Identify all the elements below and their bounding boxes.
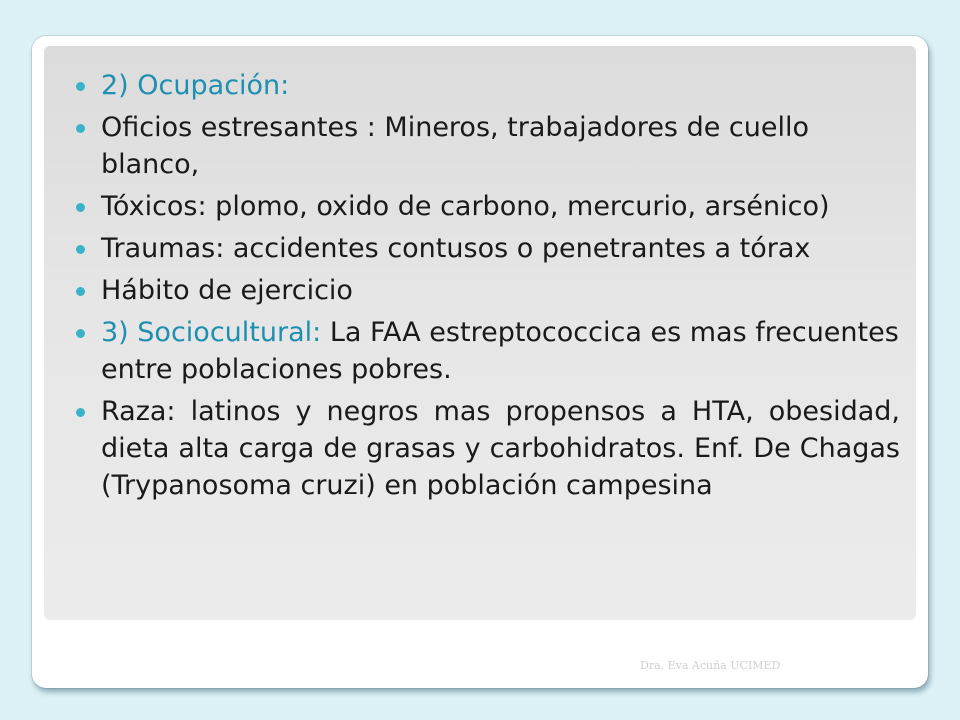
bullet-dot-icon	[76, 287, 85, 296]
bullet-item-sociocultural	[76, 314, 900, 388]
bullet-item-habito	[76, 272, 900, 309]
bullet-text: Tóxicos: plomo, oxido de carbono, mercurio, arsénico)	[101, 191, 830, 222]
bullet-item-oficios	[76, 109, 900, 183]
bullet-item-toxicos	[76, 188, 900, 225]
bullet-dot-icon	[76, 245, 85, 254]
bullet-item-raza	[76, 393, 900, 504]
bullet-text: Raza: latinos y negros mas propensos a HTA, obesidad, dieta alta carga de grasas y carbohidratos. Enf. De Chagas (Trypanosoma cruzi) en población campesina	[101, 396, 900, 501]
bullet-text: La FAA estreptococcica es mas frecuentes entre poblaciones pobres.	[101, 317, 899, 385]
bullet-text: 2) Ocupación:	[101, 70, 290, 101]
footer-credit: Dra. Eva Acuña UCIMED	[640, 659, 781, 672]
bullet-dot-icon	[76, 82, 85, 91]
bullet-dot-icon	[76, 203, 85, 212]
bullet-dot-icon	[76, 408, 85, 417]
bullet-item-ocupacion	[76, 67, 900, 104]
bullet-text: Hábito de ejercicio	[101, 275, 353, 306]
bullet-item-traumas	[76, 230, 900, 267]
bullet-text: Oficios estresantes : Mineros, trabajadores de cuello blanco,	[101, 112, 809, 180]
bullet-prefix: 3) Sociocultural:	[101, 317, 330, 348]
bullet-text: Traumas: accidentes contusos o penetrantes a tórax	[101, 233, 811, 264]
bullet-dot-icon	[76, 124, 85, 133]
bullet-list	[76, 67, 900, 504]
bullet-dot-icon	[76, 329, 85, 338]
